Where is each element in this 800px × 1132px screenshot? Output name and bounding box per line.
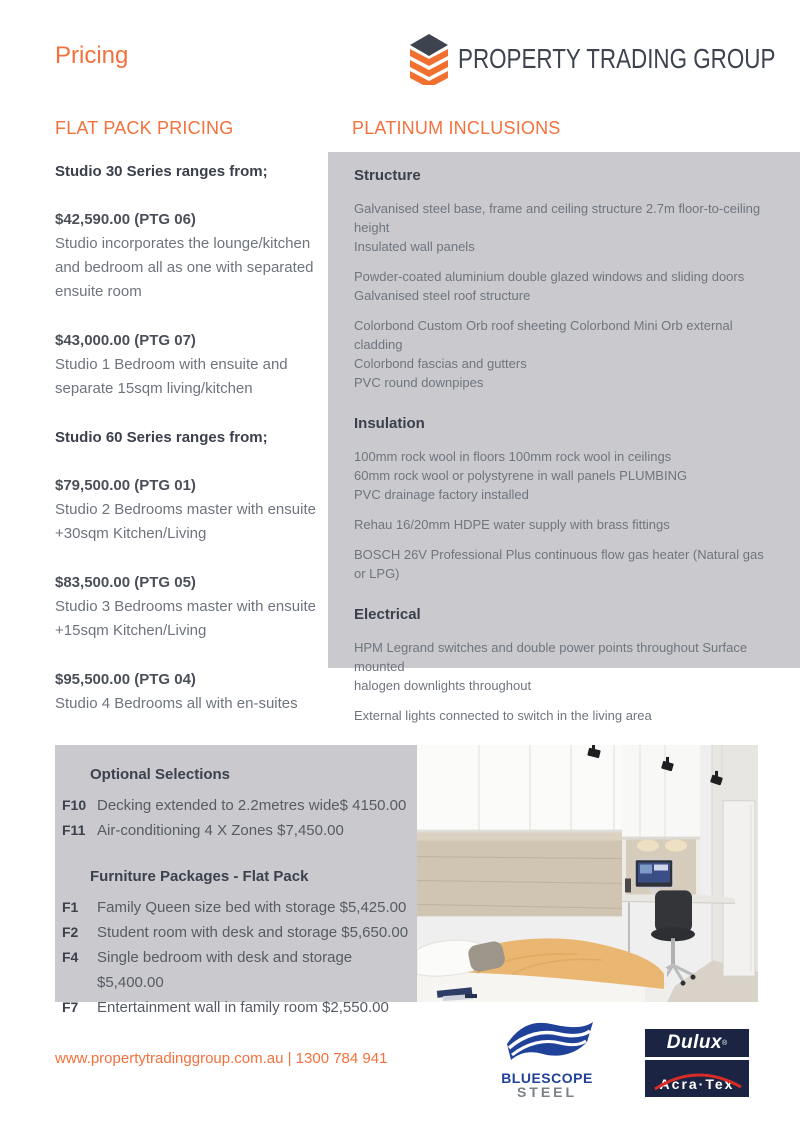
inclusions-paragraph: BOSCH 26V Professional Plus continuous flow gas heater (Natural gas or LPG) bbox=[354, 547, 764, 581]
option-text: Single bedroom with desk and storage $5,400.00 bbox=[97, 949, 353, 991]
price-description-line: ensuite room bbox=[55, 283, 142, 300]
inclusions-section bbox=[354, 167, 774, 392]
dulux-wordmark-box bbox=[645, 1029, 749, 1057]
option-code: F11 bbox=[62, 822, 86, 838]
option-code: F4 bbox=[62, 949, 79, 965]
inclusions-section bbox=[354, 415, 774, 583]
platinum-inclusions-heading: PLATINUM INCLUSIONS bbox=[352, 118, 561, 138]
bluescope-logo bbox=[494, 1018, 600, 1100]
price-line: $79,500.00 (PTG 01) bbox=[55, 477, 196, 494]
price-description-line: Studio incorporates the lounge/kitchen bbox=[55, 235, 311, 252]
price-item bbox=[55, 208, 335, 304]
option-text: Decking extended to 2.2metres wide$ 4150.00 bbox=[97, 797, 407, 814]
option-text: Entertainment wall in family room $2,550.00 bbox=[97, 999, 389, 1016]
price-line: $83,500.00 (PTG 05) bbox=[55, 574, 196, 591]
inclusions-section-title: Structure bbox=[354, 167, 421, 184]
price-description-line: Studio 2 Bedrooms master with ensuite bbox=[55, 501, 316, 518]
inclusions-section bbox=[354, 606, 774, 725]
inclusions-paragraph: Galvanised steel base, frame and ceiling structure 2.7m floor-to-ceiling height Insulated wall panels bbox=[354, 201, 761, 254]
options-text bbox=[55, 745, 417, 1016]
series-heading: Studio 30 Series ranges from; bbox=[55, 163, 268, 180]
option-row bbox=[55, 818, 417, 843]
option-row bbox=[55, 920, 417, 945]
price-item bbox=[55, 571, 335, 643]
brand-name: PROPERTY TRADING GROUP bbox=[458, 43, 776, 74]
price-item bbox=[55, 329, 335, 401]
price-description-line: Studio 4 Bedrooms all with en-suites bbox=[55, 695, 298, 712]
inclusions-paragraph: Colorbond Custom Orb roof sheeting Colorbond Mini Orb external cladding Colorbond fascias and gutters PVC round downpipes bbox=[354, 318, 733, 390]
option-code: F7 bbox=[62, 999, 79, 1015]
brand-logo bbox=[408, 33, 800, 85]
price-description-line: and bedroom all as one with separated bbox=[55, 259, 314, 276]
option-text: Air-conditioning 4 X Zones $7,450.00 bbox=[97, 822, 344, 839]
bluescope-steel-wordmark: STEEL bbox=[516, 1084, 578, 1100]
inclusions-panel bbox=[328, 152, 800, 723]
option-code: F2 bbox=[62, 924, 79, 940]
bluescope-flag-icon bbox=[499, 1018, 595, 1066]
acratex-arc-icon bbox=[645, 1060, 749, 1097]
inclusions-paragraph: HPM Legrand switches and double power points throughout Surface mounted halogen downlights throughout bbox=[354, 640, 748, 693]
stacked-layers-icon bbox=[408, 33, 450, 85]
footer-contact: www.propertytradinggroup.com.au | 1300 784 941 bbox=[55, 1050, 388, 1067]
series-heading: Studio 60 Series ranges from; bbox=[55, 429, 268, 446]
option-row bbox=[55, 895, 417, 920]
option-row bbox=[55, 793, 417, 818]
price-line: $42,590.00 (PTG 06) bbox=[55, 211, 196, 228]
flat-pack-items bbox=[55, 160, 335, 741]
page-title: Pricing bbox=[55, 42, 129, 69]
optional-selections-title: Optional Selections bbox=[90, 766, 231, 783]
acratex-wordmark: Acra·Tex bbox=[659, 1076, 735, 1092]
option-row bbox=[55, 945, 417, 995]
inclusions-paragraph: Powder-coated aluminium double glazed windows and sliding doors Galvanised steel roof structure bbox=[354, 269, 745, 303]
price-line: $95,500.00 (PTG 04) bbox=[55, 671, 196, 688]
price-description-line: +15sqm Kitchen/Living bbox=[55, 622, 207, 639]
inclusions-paragraph: Rehau 16/20mm HDPE water supply with brass fittings bbox=[354, 517, 670, 532]
acratex-wordmark-box bbox=[645, 1060, 749, 1097]
price-line: $43,000.00 (PTG 07) bbox=[55, 332, 196, 349]
inclusions-paragraph: 100mm rock wool in floors 100mm rock wool in ceilings 60mm rock wool or polystyrene in wall panels PLUMBING PVC drainage factory installed bbox=[354, 449, 688, 502]
price-description-line: separate 15sqm living/kitchen bbox=[55, 380, 253, 397]
option-code: F1 bbox=[62, 899, 79, 915]
price-item bbox=[55, 668, 335, 716]
dulux-acratex-logo bbox=[645, 1029, 749, 1097]
inclusions-paragraph: External lights connected to switch in the living area bbox=[354, 708, 652, 723]
price-description-line: +30sqm Kitchen/Living bbox=[55, 525, 207, 542]
registered-mark: ® bbox=[722, 1039, 728, 1047]
dulux-wordmark: Dulux bbox=[666, 1032, 723, 1053]
price-description-line: Studio 1 Bedroom with ensuite and bbox=[55, 356, 288, 373]
option-code: F10 bbox=[62, 797, 87, 813]
flat-pack-pricing-heading: FLAT PACK PRICING bbox=[55, 118, 234, 138]
price-item bbox=[55, 474, 335, 546]
options-panel bbox=[55, 745, 758, 1016]
bluescope-wordmark: BLUESCOPE bbox=[501, 1070, 593, 1086]
option-text: Family Queen size bed with storage $5,425.00 bbox=[97, 899, 407, 916]
price-description-line: Studio 3 Bedrooms master with ensuite bbox=[55, 598, 316, 615]
furniture-packages-title: Furniture Packages - Flat Pack bbox=[90, 868, 309, 885]
bedroom-photo bbox=[417, 745, 758, 1002]
inclusions-section-title: Electrical bbox=[354, 606, 421, 623]
option-row bbox=[55, 995, 417, 1020]
option-text: Student room with desk and storage $5,650.00 bbox=[97, 924, 409, 941]
inclusions-section-title: Insulation bbox=[354, 415, 425, 432]
